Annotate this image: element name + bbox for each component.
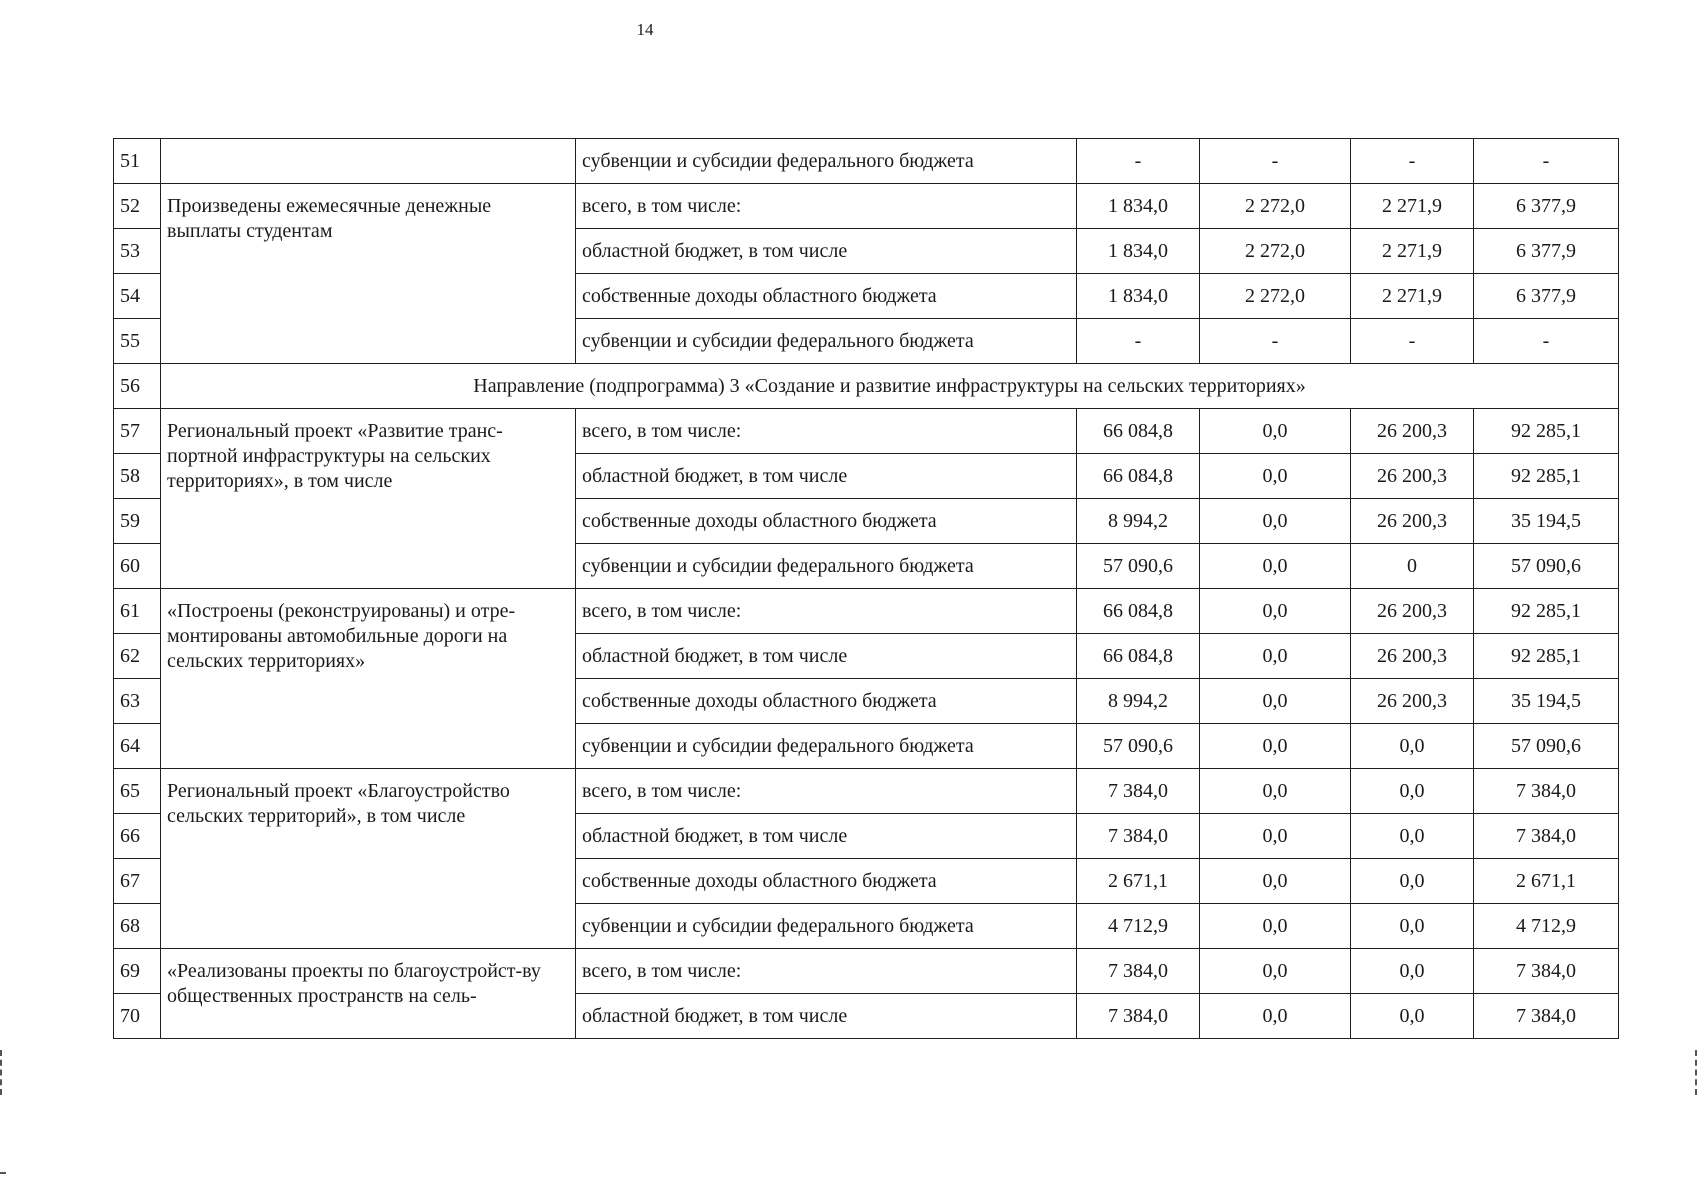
section-header: Направление (подпрограмма) 3 «Создание и развитие инфраструктуры на сельских территориях» <box>161 364 1619 409</box>
row-number: 56 <box>114 364 161 409</box>
value-cell: 7 384,0 <box>1077 949 1200 994</box>
funding-source: субвенции и субсидии федерального бюджета <box>576 544 1077 589</box>
activity-name: Произведены ежемесячные денежные выплаты студентам <box>161 184 576 364</box>
funding-source: областной бюджет, в том числе <box>576 229 1077 274</box>
value-cell: - <box>1077 319 1200 364</box>
funding-source: областной бюджет, в том числе <box>576 634 1077 679</box>
value-cell: 7 384,0 <box>1474 769 1619 814</box>
row-number: 53 <box>114 229 161 274</box>
value-cell: 92 285,1 <box>1474 634 1619 679</box>
value-cell: 0,0 <box>1351 769 1474 814</box>
row-number: 57 <box>114 409 161 454</box>
value-cell: 7 384,0 <box>1077 814 1200 859</box>
value-cell: 26 200,3 <box>1351 634 1474 679</box>
value-cell: 57 090,6 <box>1077 724 1200 769</box>
value-cell: 0,0 <box>1200 409 1351 454</box>
value-cell: 26 200,3 <box>1351 589 1474 634</box>
value-cell: - <box>1200 319 1351 364</box>
value-cell: 92 285,1 <box>1474 454 1619 499</box>
value-cell: 92 285,1 <box>1474 589 1619 634</box>
table-row <box>114 949 1619 994</box>
activity-name: Региональный проект «Развитие транс-портной инфраструктуры на сельских территориях», в том числе <box>161 409 576 589</box>
budget-table <box>113 138 1619 1039</box>
value-cell: 0,0 <box>1200 679 1351 724</box>
value-cell: 6 377,9 <box>1474 229 1619 274</box>
value-cell: 2 271,9 <box>1351 229 1474 274</box>
table-row <box>114 409 1619 454</box>
value-cell: 6 377,9 <box>1474 184 1619 229</box>
row-number: 54 <box>114 274 161 319</box>
table-row <box>114 184 1619 229</box>
value-cell: 2 271,9 <box>1351 184 1474 229</box>
table-row <box>114 364 1619 409</box>
value-cell: 26 200,3 <box>1351 499 1474 544</box>
value-cell: 2 272,0 <box>1200 229 1351 274</box>
value-cell: 0,0 <box>1351 904 1474 949</box>
row-number: 51 <box>114 139 161 184</box>
value-cell: 7 384,0 <box>1077 994 1200 1039</box>
scan-edge-marks-left <box>0 1050 8 1095</box>
funding-source: собственные доходы областного бюджета <box>576 274 1077 319</box>
activity-name: Региональный проект «Благоустройство сельских территорий», в том числе <box>161 769 576 949</box>
value-cell: - <box>1200 139 1351 184</box>
value-cell: - <box>1351 319 1474 364</box>
funding-source: собственные доходы областного бюджета <box>576 499 1077 544</box>
value-cell: 0,0 <box>1200 904 1351 949</box>
row-number: 61 <box>114 589 161 634</box>
row-number: 60 <box>114 544 161 589</box>
row-number: 68 <box>114 904 161 949</box>
value-cell: 4 712,9 <box>1077 904 1200 949</box>
row-number: 55 <box>114 319 161 364</box>
funding-source: всего, в том числе: <box>576 949 1077 994</box>
value-cell: 66 084,8 <box>1077 454 1200 499</box>
funding-source: областной бюджет, в том числе <box>576 454 1077 499</box>
row-number: 63 <box>114 679 161 724</box>
row-number: 67 <box>114 859 161 904</box>
scan-edge-tick <box>0 1172 6 1174</box>
value-cell: 6 377,9 <box>1474 274 1619 319</box>
value-cell: 0,0 <box>1200 454 1351 499</box>
funding-source: всего, в том числе: <box>576 409 1077 454</box>
value-cell: 8 994,2 <box>1077 499 1200 544</box>
activity-name: «Построены (реконструированы) и отре-монтированы автомобильные дороги на сельских территориях» <box>161 589 576 769</box>
value-cell: 2 271,9 <box>1351 274 1474 319</box>
value-cell: 26 200,3 <box>1351 454 1474 499</box>
value-cell: 26 200,3 <box>1351 679 1474 724</box>
value-cell: 0,0 <box>1200 994 1351 1039</box>
funding-source: областной бюджет, в том числе <box>576 814 1077 859</box>
value-cell: 2 272,0 <box>1200 274 1351 319</box>
value-cell: 92 285,1 <box>1474 409 1619 454</box>
row-number: 52 <box>114 184 161 229</box>
funding-source: всего, в том числе: <box>576 184 1077 229</box>
row-number: 64 <box>114 724 161 769</box>
funding-source: собственные доходы областного бюджета <box>576 679 1077 724</box>
value-cell: 0,0 <box>1200 949 1351 994</box>
value-cell: 0,0 <box>1200 544 1351 589</box>
page-number: 14 <box>636 20 654 39</box>
value-cell: 66 084,8 <box>1077 409 1200 454</box>
value-cell: 4 712,9 <box>1474 904 1619 949</box>
table-row <box>114 139 1619 184</box>
activity-name <box>161 139 576 184</box>
value-cell: 0 <box>1351 544 1474 589</box>
value-cell: 7 384,0 <box>1474 994 1619 1039</box>
value-cell: 7 384,0 <box>1077 769 1200 814</box>
value-cell: 7 384,0 <box>1474 949 1619 994</box>
value-cell: 1 834,0 <box>1077 184 1200 229</box>
row-number: 58 <box>114 454 161 499</box>
funding-source: собственные доходы областного бюджета <box>576 859 1077 904</box>
value-cell: 1 834,0 <box>1077 274 1200 319</box>
row-number: 59 <box>114 499 161 544</box>
funding-source: областной бюджет, в том числе <box>576 994 1077 1039</box>
value-cell: 2 272,0 <box>1200 184 1351 229</box>
row-number: 65 <box>114 769 161 814</box>
value-cell: 7 384,0 <box>1474 814 1619 859</box>
row-number: 70 <box>114 994 161 1039</box>
value-cell: 57 090,6 <box>1474 724 1619 769</box>
value-cell: 0,0 <box>1200 814 1351 859</box>
row-number: 69 <box>114 949 161 994</box>
row-number: 62 <box>114 634 161 679</box>
value-cell: 57 090,6 <box>1474 544 1619 589</box>
value-cell: 66 084,8 <box>1077 589 1200 634</box>
table-row <box>114 589 1619 634</box>
funding-source: всего, в том числе: <box>576 769 1077 814</box>
value-cell: 1 834,0 <box>1077 229 1200 274</box>
value-cell: 2 671,1 <box>1474 859 1619 904</box>
funding-source: субвенции и субсидии федерального бюджета <box>576 139 1077 184</box>
value-cell: 35 194,5 <box>1474 679 1619 724</box>
value-cell: 0,0 <box>1200 724 1351 769</box>
value-cell: 8 994,2 <box>1077 679 1200 724</box>
scan-edge-marks-right <box>1689 1050 1697 1095</box>
value-cell: 0,0 <box>1351 949 1474 994</box>
value-cell: 66 084,8 <box>1077 634 1200 679</box>
value-cell: 0,0 <box>1200 859 1351 904</box>
activity-name: «Реализованы проекты по благоустройст-ву общественных пространств на сель- <box>161 949 576 1039</box>
value-cell: 0,0 <box>1200 499 1351 544</box>
value-cell: - <box>1351 139 1474 184</box>
row-number: 66 <box>114 814 161 859</box>
value-cell: 26 200,3 <box>1351 409 1474 454</box>
value-cell: 0,0 <box>1351 859 1474 904</box>
value-cell: 0,0 <box>1200 769 1351 814</box>
value-cell: 35 194,5 <box>1474 499 1619 544</box>
table-row <box>114 769 1619 814</box>
value-cell: 0,0 <box>1351 814 1474 859</box>
value-cell: - <box>1077 139 1200 184</box>
funding-source: всего, в том числе: <box>576 589 1077 634</box>
value-cell: 2 671,1 <box>1077 859 1200 904</box>
funding-source: субвенции и субсидии федерального бюджета <box>576 319 1077 364</box>
funding-source: субвенции и субсидии федерального бюджета <box>576 904 1077 949</box>
value-cell: 0,0 <box>1351 724 1474 769</box>
value-cell: - <box>1474 319 1619 364</box>
value-cell: 57 090,6 <box>1077 544 1200 589</box>
value-cell: 0,0 <box>1200 634 1351 679</box>
value-cell: 0,0 <box>1351 994 1474 1039</box>
value-cell: - <box>1474 139 1619 184</box>
funding-source: субвенции и субсидии федерального бюджета <box>576 724 1077 769</box>
value-cell: 0,0 <box>1200 589 1351 634</box>
